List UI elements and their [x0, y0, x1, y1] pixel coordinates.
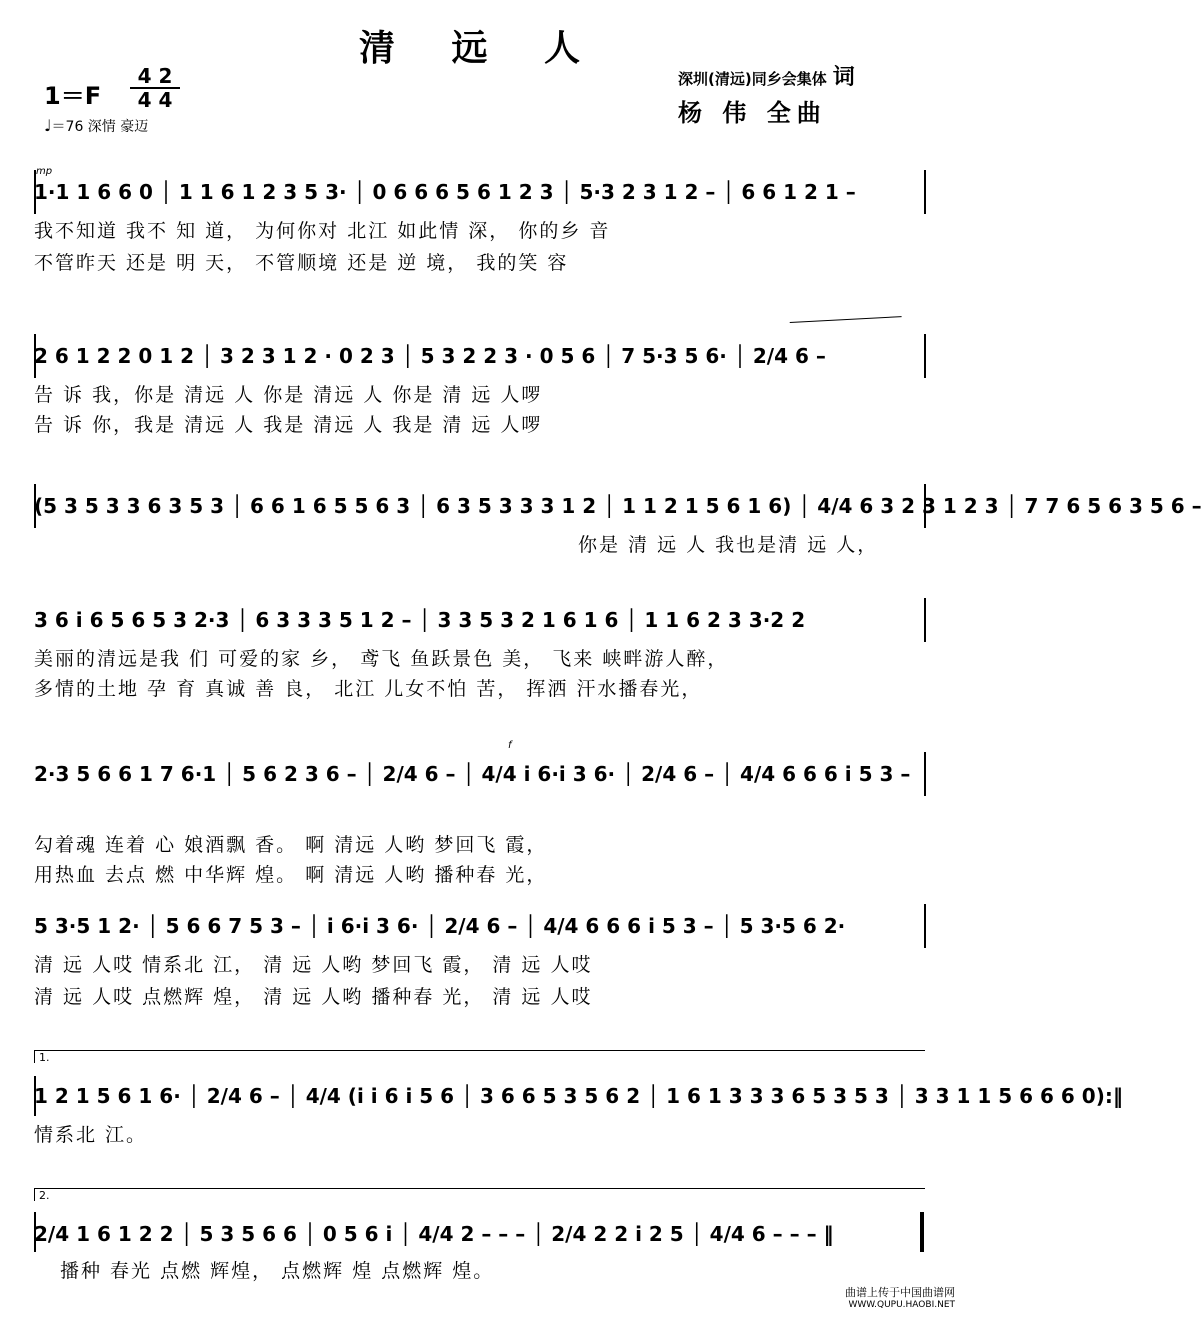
- dynamic-mp: mp: [36, 166, 53, 177]
- lyrics-line-3a: 你是 清 远 人 我也是清 远 人，: [578, 534, 879, 556]
- lyrics-line-1a: 我不知道 我不 知 道， 为何你对 北江 如此情 深， 你的乡 音: [34, 220, 611, 242]
- lyrics-line-4b: 多情的土地 孕 育 真诚 善 良， 北江 儿女不怕 苦， 挥洒 汗水播春光，: [34, 678, 703, 700]
- lyrics-line-2b: 告 诉 你，我是 清远 人 我是 清远 人 我是 清 远 人啰: [34, 414, 543, 436]
- lyricist-role: 词: [832, 65, 855, 90]
- notation-line-5: 2·3 5 6 6 1 7 6·1 │ 5 6 2 3 6 – │ 2/4 6 – │ 4/4 i 6·i 3 6· │ 2/4 6 – │ 4/4 6 6 6 i 5 3 –: [34, 762, 911, 786]
- key-signature: 1＝F: [44, 82, 102, 110]
- composer: 杨 伟 全曲: [678, 99, 827, 127]
- notation-line-6: 5 3·5 1 2· │ 5 6 6 7 5 3 – │ i 6·i 3 6· │ 2/4 6 – │ 4/4 6 6 6 i 5 3 – │ 5 3·5 6 2·: [34, 914, 846, 938]
- watermark: [845, 1286, 955, 1312]
- lyricist: 深圳(清远)同乡会集体: [678, 70, 827, 88]
- lyrics-line-2a: 告 诉 我，你是 清远 人 你是 清远 人 你是 清 远 人啰: [34, 384, 543, 406]
- notation-line-1: 1·1 1 6 6 0 │ 1 1 6 1 2 3 5 3· │ 0 6 6 6 5 6 1 2 3 │ 5·3 2 3 1 2 – │ 6 6 1 2 1 –: [34, 180, 856, 204]
- lyrics-line-1b: 不管昨天 还是 明 天， 不管顺境 还是 逆 境， 我的笑 容: [34, 252, 569, 274]
- lyrics-line-6b: 清 远 人哎 点燃辉 煌， 清 远 人哟 播种春 光， 清 远 人哎: [34, 986, 593, 1008]
- watermark-line-2: WWW.QUPU.HAOBI.NET: [848, 1300, 955, 1310]
- time-signature-bottom: 4 4: [137, 88, 173, 112]
- credits: [678, 60, 918, 128]
- lyrics-line-5b: 用热血 去点 燃 中华辉 煌。 啊 清远 人哟 播种春 光，: [34, 864, 548, 886]
- tempo-text: ＝76 深情 豪迈: [51, 119, 149, 135]
- time-signature-top: 4 2: [137, 64, 173, 88]
- notation-line-2: 2 6 1 2 2 0 1 2 │ 3 2 3 1 2 · 0 2 3 │ 5 3 2 2 3 · 0 5 6 │ 7 5·3 5 6· │ 2/4 6 –: [34, 344, 826, 368]
- watermark-line-1: 曲谱上传于中国曲谱网: [845, 1286, 955, 1299]
- notation-line-7: 1 2 1 5 6 1 6· │ 2/4 6 – │ 4/4 (i i 6 i 5 6 │ 3 6 6 5 3 5 6 2 │ 1 6 1 3 3 3 6 5 3 5 3 │ 3 3 1 1 5 6 6 6 0):‖: [34, 1084, 1123, 1108]
- lyrics-line-5a: 勾着魂 连着 心 娘酒飘 香。 啊 清远 人哟 梦回飞 霞，: [34, 834, 548, 856]
- tempo-marking: [44, 116, 148, 136]
- quarter-note-icon: ♩: [44, 116, 52, 135]
- lyrics-line-4a: 美丽的清远是我 们 可爱的家 乡， 鸢飞 鱼跃景色 美， 飞来 峡畔游人醉，: [34, 648, 729, 670]
- time-signature: [130, 66, 180, 110]
- song-title: 清 远 人: [358, 28, 603, 69]
- notation-line-8: 2/4 1 6 1 2 2 │ 5 3 5 6 6 │ 0 5 6 i │ 4/4 2 – – – │ 2/4 2 2 i 2 5 │ 4/4 6 – – – ‖: [34, 1222, 834, 1246]
- lyrics-line-7a: 情系北 江。: [34, 1124, 148, 1146]
- volta-1: 1.: [34, 1050, 925, 1063]
- lyrics-line-6a: 清 远 人哎 情系北 江， 清 远 人哟 梦回飞 霞， 清 远 人哎: [34, 954, 593, 976]
- lyrics-line-8a: 播种 春光 点燃 辉煌， 点燃辉 煌 点燃辉 煌。: [60, 1260, 495, 1282]
- notation-line-3: (5 3 5 3 3 6 3 5 3 │ 6 6 1 6 5 5 6 3 │ 6 3 5 3 3 3 1 2 │ 1 1 2 1 5 6 1 6) │ 4/4 6 3 2 3 1 2 3 │ 7 7 6 5 6 3 5 6 –: [34, 494, 1202, 518]
- notation-line-4: 3 6 i 6 5 6 5 3 2·3 │ 6 3 3 3 5 1 2 – │ 3 3 5 3 2 1 6 1 6 │ 1 1 6 2 3 3·2 2: [34, 608, 806, 632]
- volta-2: 2.: [34, 1188, 925, 1201]
- dynamic-f: f: [508, 740, 512, 751]
